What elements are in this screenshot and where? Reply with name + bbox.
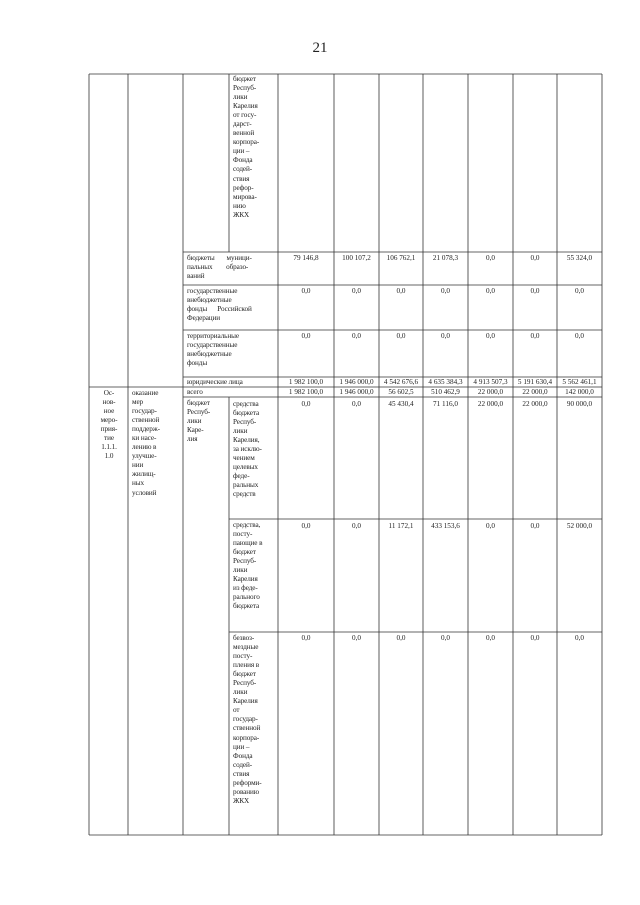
value-cell: 22 000,0 [477, 388, 504, 396]
total-label: всего [187, 388, 203, 396]
value-cell: 90 000,0 [566, 400, 593, 408]
value-cell: 71 116,0 [433, 400, 458, 408]
row-label-territorial-funds: территориальные государственные внебюджетные фонды [187, 332, 239, 368]
subrow-label-corporation-fund: безвоз- мездные посту- пления в бюджет Респуб- лики Карелия от государ- ственной корпора- ции – Фонда содей- ствия реформи- рованию ЖКХ [233, 634, 262, 805]
value-cell: 0,0 [486, 522, 495, 530]
value-cell: 0,0 [396, 332, 406, 340]
value-cell: 4 542 676,6 [383, 378, 419, 386]
value-cell: 5 562 461,1 [562, 378, 597, 386]
value-cell: 142 000,0 [565, 388, 594, 396]
value-cell: 1 946 000,0 [339, 378, 374, 386]
value-cell: 22 000,0 [522, 400, 548, 408]
subrow-label-federal-funds: средства, посту- пающие в бюджет Респуб- лики Карелия из феде- рального бюджета [233, 521, 263, 611]
value-cell: 0,0 [352, 287, 361, 295]
value-cell: 1 982 100,0 [288, 388, 324, 396]
value-cell: 0,0 [301, 400, 311, 408]
value-cell: 0,0 [301, 287, 311, 295]
value-cell: 0,0 [396, 634, 406, 642]
value-cell: 0,0 [530, 287, 540, 295]
value-cell: 0,0 [575, 634, 584, 642]
value-cell: 56 602,5 [388, 388, 414, 396]
value-cell: 0,0 [486, 634, 495, 642]
value-cell: 0,0 [486, 332, 495, 340]
value-cell: 1 982 100,0 [288, 378, 324, 386]
value-cell: 22 000,0 [522, 388, 548, 396]
value-cell: 4 913 507,3 [473, 378, 508, 386]
value-cell: 0,0 [441, 634, 450, 642]
event-name: оказание мер государ- ственной поддерж- ки насе- лению в улучше- нии жилищ- ных условий [132, 389, 160, 497]
value-cell: 0,0 [530, 522, 540, 530]
row-label-state-offbudget-funds: государственные внебюджетные фонды Российской Федерации [187, 287, 252, 323]
page-number: 21 [312, 40, 328, 56]
value-cell: 433 153,6 [431, 522, 460, 530]
value-cell: 0,0 [352, 634, 361, 642]
value-cell: 5 191 630,4 [517, 378, 553, 386]
value-cell: 52 000,0 [566, 522, 593, 530]
value-cell: 510 462,9 [431, 388, 460, 396]
value-cell: 0,0 [396, 287, 406, 295]
value-cell: 0,0 [301, 332, 311, 340]
value-cell: 0,0 [301, 634, 311, 642]
row-label-municipal-budgets: бюджеты муници- пальных образо- ваний [187, 254, 252, 281]
value-cell: 0,0 [441, 287, 450, 295]
value-cell: 0,0 [575, 287, 584, 295]
value-cell: 106 762,1 [386, 254, 416, 262]
value-cell: 0,0 [301, 522, 311, 530]
value-cell: 0,0 [486, 287, 495, 295]
value-cell: 0,0 [486, 254, 495, 262]
row-label-corporation-fund: бюджет Респуб- лики Карелия от госу- дарст- венной корпора- ции – Фонда содей- ствия рефор- мирова- нию ЖКХ [233, 75, 260, 219]
value-cell: 4 635 384,3 [428, 378, 463, 386]
value-cell: 0,0 [352, 522, 361, 530]
value-cell: 21 078,3 [432, 254, 459, 262]
subrow-label-republic-budget: средства бюджета Респуб- лики Карелия, за исклю- чением целевых феде- ральных средств [233, 400, 262, 499]
value-cell: 79 146,8 [293, 254, 319, 262]
value-cell: 0,0 [352, 400, 361, 408]
value-cell: 0,0 [352, 332, 361, 340]
value-cell: 55 324,0 [566, 254, 593, 262]
value-cell: 0,0 [530, 332, 540, 340]
value-cell: 0,0 [441, 332, 450, 340]
row-label-legal-entities: юридические лица [187, 378, 243, 386]
budget-group-label: бюджет Респуб- лики Каре- лия [187, 399, 211, 444]
value-cell: 45 430,4 [388, 400, 414, 408]
value-cell: 100 107,2 [342, 254, 371, 262]
value-cell: 22 000,0 [477, 400, 504, 408]
value-cell: 0,0 [530, 254, 540, 262]
value-cell: 0,0 [575, 332, 584, 340]
value-cell: 1 946 000,0 [339, 388, 374, 396]
value-cell: 0,0 [530, 634, 540, 642]
value-cell: 11 172,1 [388, 522, 414, 530]
event-status: Ос- нов- ное меро- прия- тие 1.1.1. 1.0 [100, 389, 118, 461]
